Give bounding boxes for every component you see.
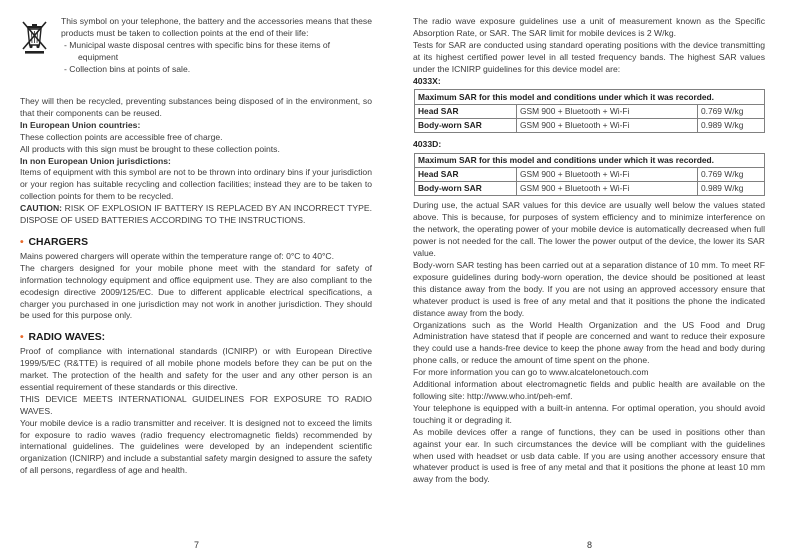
radio-waves-heading-text: RADIO WAVES: (28, 332, 106, 344)
radio-paragraph-2: THIS DEVICE MEETS INTERNATIONAL GUIDELINES FOR EXPOSURE TO RADIO WAVES. (20, 393, 372, 416)
organizations-note: Organizations such as the World Health Organization and the US Food and Drug Administration have statesd that if people are concerned and want to reduce their exposure they could use a hands-free device to keep the phone away from the head and body during phone calls, or reduce the amount of time spent on the phone. (413, 319, 765, 366)
sar-intro: The radio wave exposure guidelines use a unit of measurement known as the Specific Absorption Rate, or SAR. The SAR limit for mobile devices is 2 W/kg. (413, 16, 765, 38)
chargers-paragraph-1: Mains powered chargers will operate within the temperature range of: 0°C to 40°C. (20, 250, 335, 261)
chargers-paragraph-2: The chargers designed for your mobile phone meet with the standard for safety of information technology equipment and office equipment use. They are also compliant to the ecodesign directive 2009/125/EC. Due to different applicable electrical specifications, a charger you purchased in one jurisdiction may not work in another jurisdiction. They should be used for this purpose only. (20, 262, 372, 321)
caution-label: CAUTION: (20, 203, 63, 214)
sar-usage: During use, the actual SAR values for this device are usually well below the values stated above. This is because, for purposes of system efficiency and to minimize interference on the network, the operating power of your mobile device is automatically decreased when full power is not needed for the call. The lower the power output of the device, the lower its SAR value. (413, 200, 765, 259)
radio-paragraph-1: Proof of compliance with international standards (ICNIRP) or with European Directive 1999/5/EC (R&TTE) is required of all mobile phone models before they can be put on the market. The protection of the health and safety for the user and any other person is an essential requirement of these standards or this directive. (20, 346, 372, 392)
sar-table-header: Maximum SAR for this model and conditions under which it was recorded. (415, 153, 765, 167)
recycling-notice (20, 16, 372, 96)
recycled-text: They will then be recycled, preventing substances being disposed of in the environment, so that their components can be reused. (20, 96, 372, 118)
model-label-4033x: 4033X: (413, 75, 441, 86)
page-number-right: 8 (587, 540, 593, 550)
body-worn-sar: Body-worn SAR testing has been carried out at a separation distance of 10 mm. To meet RF exposure guidelines during body-worn operation, the device should be positioned at least this distance away from the body. If you are not using an approved accessory ensure that whatever product is used is free of any metal and that it positions the phone the indicated distance away from the body. (413, 260, 765, 318)
crossed-out-bin-icon (20, 18, 50, 54)
table-cell: 0.989 W/kg (698, 182, 765, 196)
chargers-heading (20, 237, 372, 249)
sar-table-header: Maximum SAR for this model and conditions under which it was recorded. (415, 90, 765, 104)
table-cell: Body-worn SAR (415, 118, 517, 132)
recycling-text: This symbol on your telephone, the battery and the accessories means that these products must be taken to collection points at the end of their life: (61, 16, 372, 38)
eu-heading: In European Union countries: (20, 119, 141, 130)
bullet-icon: • (20, 332, 24, 344)
table-cell: 0.989 W/kg (698, 118, 765, 132)
model-label-4033d: 4033D: (413, 139, 442, 149)
table-cell: 0.769 W/kg (698, 168, 765, 182)
table-cell: GSM 900 + Bluetooth + Wi-Fi (517, 118, 698, 132)
table-row (415, 118, 765, 132)
antenna-note: Your telephone is equipped with a built-in antenna. For optimal operation, you should avoid touching it or degrading it. (413, 402, 765, 425)
page-number-left: 7 (194, 540, 200, 550)
non-eu-text: Items of equipment with this symbol are not to be thrown into ordinary bins if your jurisdiction or your region has suitable recycling and collection facilities; instead they are to be taken to collection points for them to be recycled. (20, 167, 372, 202)
list-item: - Municipal waste disposal centres with specific bins for these items of (64, 39, 331, 50)
non-eu-heading: In non European Union jurisdictions: (20, 155, 171, 166)
chargers-heading-text: CHARGERS (28, 236, 88, 248)
table-cell: Body-worn SAR (415, 182, 517, 196)
table-cell: GSM 900 + Bluetooth + Wi-Fi (517, 182, 698, 196)
sar-table-4033d (414, 153, 765, 197)
caution-text: RISK OF EXPLOSION IF BATTERY IS REPLACED BY AN INCORRECT TYPE. DISPOSE OF USED BATTERIES ACCORDING TO THE INSTRUCTIONS. (20, 203, 372, 226)
table-cell: Head SAR (415, 168, 517, 182)
bullet-icon: • (20, 236, 24, 248)
table-row (415, 168, 765, 182)
table-row (415, 104, 765, 118)
table-cell: GSM 900 + Bluetooth + Wi-Fi (517, 168, 698, 182)
emf-info: Additional information about electromagnetic fields and public health are available on the following site: http://www.who.int/peh-emf. (413, 379, 765, 401)
radio-paragraph-3: Your mobile device is a radio transmitter and receiver. It is designed not to exceed the limits for exposure to radio waves (radio frequency electromagnetic fields) recommended by international guidelines. The guidelines were developed by an independent scientific organization (ICNIRP) and include a substantial safety margin designed to assure the safety of all persons, regardless of age and health. (20, 417, 372, 476)
sar-tests: Tests for SAR are conducted using standard operating positions with the device transmitting at its highest certified power level in all tested frequency bands. The highest SAR values under the ICNIRP guidelines for this device model are: (413, 39, 765, 74)
table-cell: 0.769 W/kg (698, 104, 765, 118)
table-cell: Head SAR (415, 104, 517, 118)
right-page (413, 16, 765, 486)
list-item-continued: equipment (78, 51, 119, 62)
more-info: For more information you can go to www.alcatelonetouch.com (413, 367, 649, 378)
table-row (415, 182, 765, 196)
table-cell: GSM 900 + Bluetooth + Wi-Fi (517, 104, 698, 118)
list-item: - Collection bins at points of sale. (64, 63, 191, 74)
caution-paragraph (20, 203, 372, 227)
left-page (20, 16, 372, 477)
radio-waves-heading (20, 332, 372, 344)
eu-line-1: These collection points are accessible free of charge. (20, 131, 223, 142)
accessory-note: As mobile devices offer a range of functions, they can be used in positions other than against your ear. In such circumstances the device will be compliant with the guidelines when used with headset or usb data cable. If you are using another accessory ensure that whatever product is used is free of any metal and that it positions the phone at least 10 mm away from the body. (413, 426, 765, 485)
sar-table-4033x (414, 89, 765, 133)
eu-line-2: All products with this sign must be brought to these collection points. (20, 143, 280, 154)
